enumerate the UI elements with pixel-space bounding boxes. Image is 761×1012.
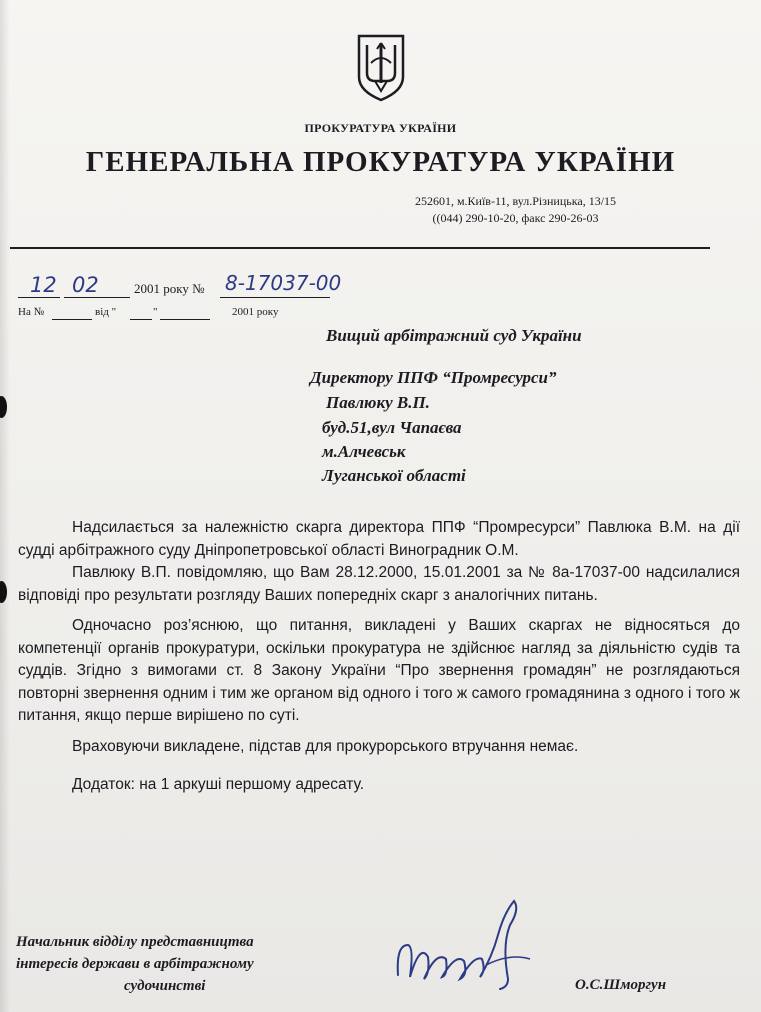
recipient-name: Павлюку В.П. bbox=[326, 393, 430, 412]
phone-fax-line: ((044) 290-10-20, факс 290-26-03 bbox=[432, 211, 599, 225]
on-number-blank bbox=[52, 318, 92, 320]
from-month-blank bbox=[160, 318, 210, 320]
quote-close: " bbox=[153, 306, 158, 318]
number-underline bbox=[220, 296, 330, 298]
handwritten-outgoing-number: 8-17037-00 bbox=[225, 271, 342, 295]
handwritten-signature bbox=[390, 895, 540, 990]
letter-body bbox=[18, 517, 740, 797]
paragraph-explanation: Одночасно роз’яснюю, що питання, викладені у Ваших скаргах не відносяться до компетенції органів прокуратури, оскільки прокуратура не здійснює нагляд за діяльністю судів та суддів. Згідно з вимогами ст. 8 Закону України “Про звернення громадян” не розглядаються повторні звернення одним і тим же органом від одного і того ж самого громадянина з одного і того ж питання, якщо перше вирішено по суті. bbox=[18, 617, 740, 724]
paragraph-forwarding: Надсилається за належністю скарга директора ППФ “Промресурси” Павлюка В.М. на дії судді арбітражного суду Дніпропетровської області Виноградник О.М. bbox=[18, 519, 740, 559]
signatory-title-line: Начальник відділу представництва bbox=[16, 934, 254, 950]
paragraph-conclusion: Враховуючи викладене, підстав для прокурорського втручання немає. bbox=[72, 737, 579, 755]
handwritten-date-day: 12 bbox=[30, 273, 57, 297]
header-rule bbox=[10, 247, 710, 249]
year-label-2: 2001 року bbox=[232, 306, 279, 318]
handwritten-date-month: 02 bbox=[72, 273, 99, 297]
from-label: від " bbox=[95, 306, 117, 318]
year-label: 2001 року № bbox=[134, 281, 205, 296]
recipient-court: Вищий арбітражний суд України bbox=[326, 326, 582, 345]
recipient-director: Директору ППФ “Промресурси” bbox=[310, 368, 557, 387]
on-number-label: На № bbox=[18, 306, 45, 318]
agency-name-small: ПРОКУРАТУРА УКРАЇНИ bbox=[304, 121, 457, 135]
recipient-city: м.Алчевськ bbox=[322, 442, 406, 461]
paragraph-attachment: Додаток: на 1 аркуші першому адресату. bbox=[72, 776, 365, 793]
paragraph-previous-replies: Павлюку В.П. повідомляю, що Вам 28.12.2000, 15.01.2001 за № 8а-17037-00 надсилалися відповіді про результати розгляду Ваших попередніх скарг з аналогічних питань. bbox=[18, 564, 740, 604]
signatory-title-line: інтересів держави в арбітражному bbox=[16, 956, 254, 972]
recipient-region: Луганської області bbox=[322, 466, 466, 485]
agency-name-title: ГЕНЕРАЛЬНА ПРОКУРАТУРА УКРАЇНИ bbox=[85, 146, 676, 178]
address-line: 252601, м.Київ-11, вул.Різницька, 13/15 bbox=[414, 194, 617, 208]
date-day-underline bbox=[18, 296, 60, 298]
recipient-street: буд.51,вул Чапаєва bbox=[322, 418, 462, 437]
from-day-blank bbox=[130, 318, 152, 320]
signatory-title-line: судочинстві bbox=[124, 978, 206, 994]
date-month-underline bbox=[64, 296, 130, 298]
signatory-name: О.С.Шморгун bbox=[575, 977, 667, 993]
signatory-title bbox=[16, 931, 254, 997]
trident-emblem-icon bbox=[355, 33, 407, 103]
